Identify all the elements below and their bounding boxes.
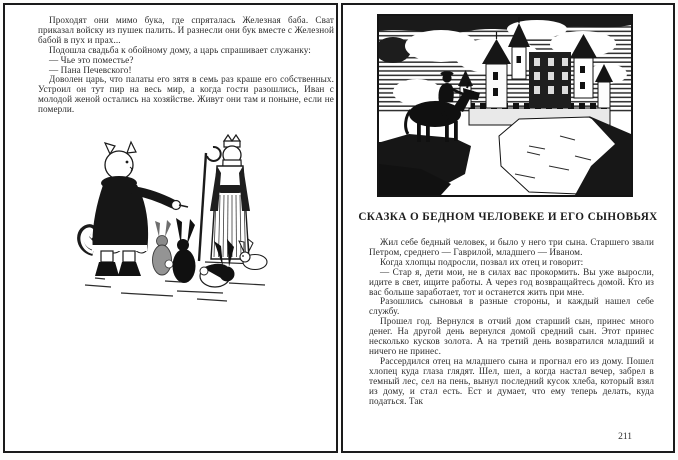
left-page	[3, 3, 338, 453]
paragraph: Доволен царь, что палаты его зятя в семь раз краше его собственных. Устроил он тут пир на весь мир, а когда гости разошлись, Иван с молодой женой остались на хозяйстве. Живут они там и поныне, если не померли.	[38, 74, 334, 115]
castle-illustration-frame	[377, 14, 633, 197]
page-number: 211	[618, 432, 632, 442]
paragraph: Прошел год. Вернулся в отчий дом старший сын, принес много денег. На другой день вернулся домой средний сын. Этот принес несколько кусков золота. А на третий день возвратился младший и ничего не принес.	[369, 316, 654, 356]
paragraph: Подошла свадьба к обойному дому, а царь спрашивает служанку:	[49, 44, 311, 55]
paragraph: Когда хлопцы подросли, позвал их отец и говорит:	[380, 256, 584, 267]
dialogue-line: — Чье это поместье?	[49, 54, 134, 65]
right-text-block	[369, 238, 654, 406]
story-title: СКАЗКА О БЕДНОМ ЧЕЛОВЕКЕ И ЕГО СЫНОВЬЯХ	[358, 211, 658, 223]
black-hare-sitting	[173, 218, 196, 283]
paragraph: Разошлись сыновья в разные стороны, и каждый нашел себе службу.	[369, 296, 654, 317]
dialogue-line: — Пана Печевского!	[49, 64, 132, 75]
ground-strokes	[85, 278, 265, 301]
paragraph: Жил себе бедный человек, и было у него три сына. Старшего звали Петром, среднего — Гаврилой, младшего — Иваном.	[369, 237, 654, 257]
paragraph: Рассердился отец на младшего сына и прогнал его из дому. Пошел хлопец куда глаза глядят. Шел, шел, а когда настал вечер, забрел в темный лес, сел на пень, вынул последний кусок хлеба, который взял из дому, и стал есть. Ест и думает, что ему теперь делать, куда податься. Так	[369, 355, 654, 406]
right-page	[341, 3, 675, 453]
left-text-block	[38, 16, 334, 115]
paragraph: Проходят они мимо бука, где спряталась Железная баба. Сват приказал войску из пушек палить. И разнесли они бук вместе с Железной бабой в пух и прах...	[38, 15, 334, 45]
white-hare-right	[239, 239, 267, 270]
cat-and-hares-illustration	[77, 133, 323, 305]
hares-group	[153, 218, 268, 287]
dialogue-line: — Стар я, дети мои, не в силах вас прокормить. Вы уже выросли, идите в свет, ищите работы. А через год возвращайтесь домой. Кто из вас больше заработает, тот и останется жить при мне.	[369, 266, 654, 297]
horseman-castle-illustration	[379, 16, 631, 195]
cat-figure	[80, 142, 188, 276]
gray-hare	[153, 220, 174, 275]
